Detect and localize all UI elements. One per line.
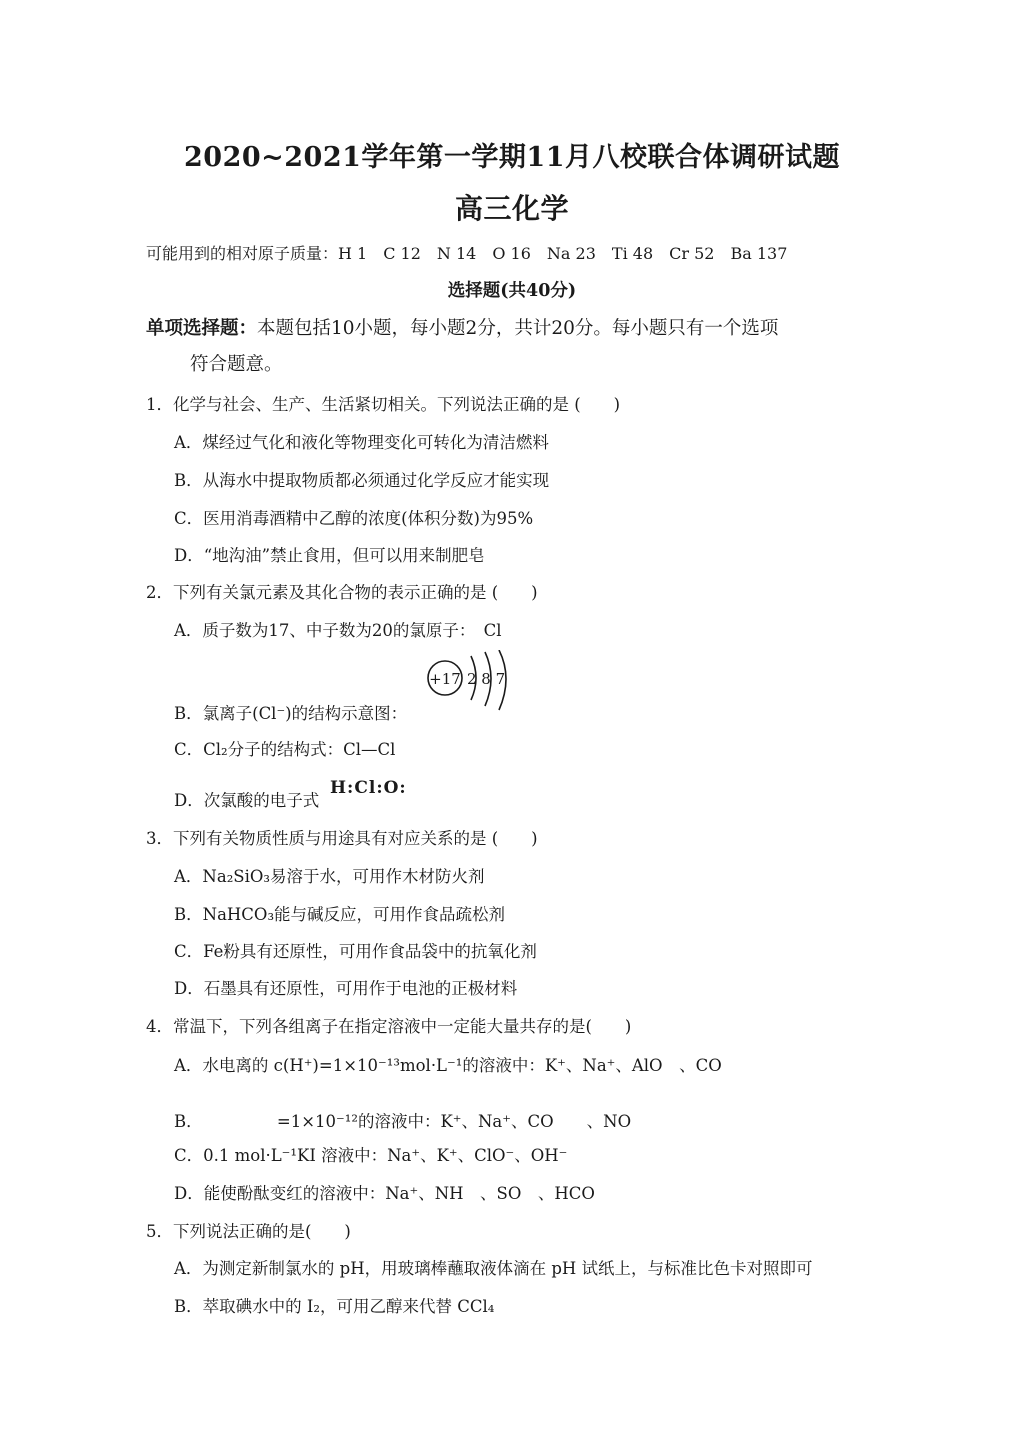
question-4-option-b: B． =1×10⁻¹²的溶液中：K⁺、Na⁺、CO 、NO (174, 1112, 632, 1131)
nucleus-label: +17 (429, 670, 461, 688)
question-2-option-b: B．氯离子(Cl⁻)的结构示意图： (174, 704, 408, 723)
question-2-option-a: A．质子数为17、中子数为20的氯原子： Cl (174, 621, 502, 640)
question-3-option-a: A．Na₂SiO₃易溶于水，可用作木材防火剂 (174, 867, 485, 886)
question-3-option-c: C．Fe粉具有还原性，可用作食品袋中的抗氧化剂 (174, 942, 537, 961)
question-4-option-a: A．水电离的 c(H⁺)=1×10⁻¹³mol·L⁻¹的溶液中：K⁺、Na⁺、AlO 、CO (174, 1056, 722, 1075)
question-5-stem: 5．下列说法正确的是( ) (146, 1222, 351, 1241)
chloride-ion-structure-diagram (425, 650, 515, 712)
instructions-text: 本题包括10小题，每小题2分，共计20分。每小题只有一个选项 (257, 318, 779, 339)
section-title: 选择题(共40分) (447, 281, 577, 301)
question-3-option-b: B．NaHCO₃能与碱反应，可用作食品疏松剂 (174, 905, 506, 924)
question-1-option-c: C．医用消毒酒精中乙醇的浓度(体积分数)为95% (174, 509, 534, 528)
hypochlorous-acid-electron-formula: H:Cl:O: (330, 778, 407, 798)
question-2-stem: 2．下列有关氯元素及其化合物的表示正确的是 ( ) (146, 583, 538, 602)
question-4-stem: 4．常温下，下列各组离子在指定溶液中一定能大量共存的是( ) (146, 1017, 632, 1036)
question-5-option-b: B．萃取碘水中的 I₂，可用乙醇来代替 CCl₄ (174, 1297, 495, 1316)
question-3-option-d: D．石墨具有还原性，可用作于电池的正极材料 (174, 979, 518, 998)
instructions-line-2: 符合题意。 (190, 354, 283, 375)
instructions-line-1 (146, 314, 778, 340)
question-5-option-a: A．为测定新制氯水的 pH，用玻璃棒蘸取液体滴在 pH 试纸上，与标准比色卡对照即可 (174, 1259, 813, 1278)
question-4-option-d: D．能使酚酞变红的溶液中：Na⁺、NH 、SO 、HCO (174, 1184, 595, 1203)
question-3-stem: 3．下列有关物质性质与用途具有对应关系的是 ( ) (146, 829, 538, 848)
instructions-label: 单项选择题： (146, 318, 258, 339)
atomic-masses: 可能用到的相对原子质量：H 1 C 12 N 14 O 16 Na 23 Ti 48 Cr 52 Ba 137 (146, 244, 788, 263)
question-1-stem: 1．化学与社会、生产、生活紧切相关。下列说法正确的是 ( ) (146, 395, 621, 414)
question-1-option-a: A．煤经过气化和液化等物理变化可转化为清洁燃料 (174, 433, 549, 452)
question-2-option-d: D．次氯酸的电子式 (174, 791, 320, 810)
question-2-option-c: C．Cl₂分子的结构式：Cl—Cl (174, 740, 396, 759)
exam-title: 2020~2021学年第一学期11月八校联合体调研试题 (184, 142, 840, 173)
question-1-option-d: D．“地沟油”禁止食用，但可以用来制肥皂 (174, 546, 485, 565)
shell-electron-counts: 2 8 7 (467, 670, 506, 688)
question-1-option-b: B．从海水中提取物质都必须通过化学反应才能实现 (174, 471, 550, 490)
question-4-option-c: C．0.1 mol·L⁻¹KI 溶液中：Na⁺、K⁺、ClO⁻、OH⁻ (174, 1146, 568, 1165)
exam-subject: 高三化学 (454, 192, 569, 225)
